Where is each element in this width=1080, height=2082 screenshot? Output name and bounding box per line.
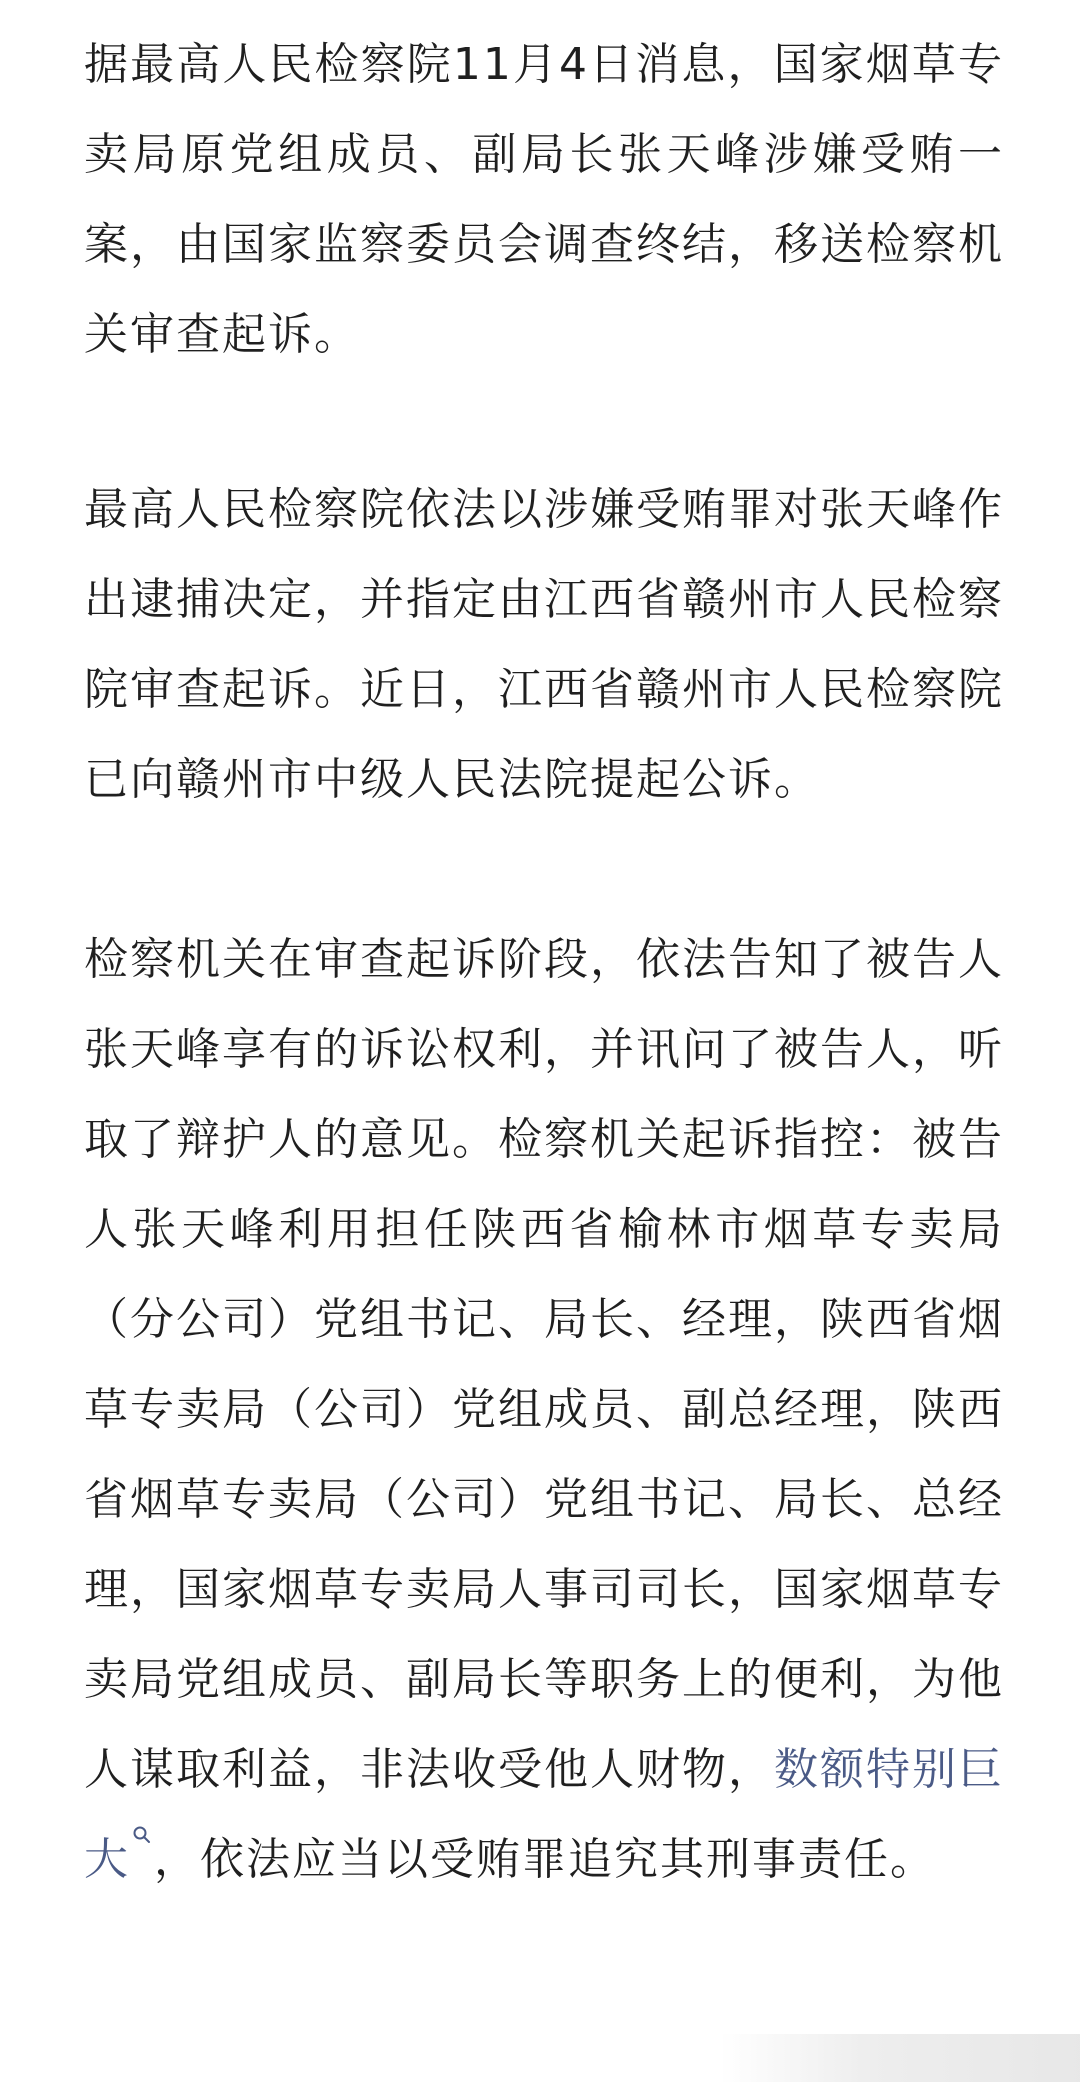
article-body [84, 20, 1004, 1905]
search-link-label[interactable]: 数额特别巨大 [84, 1744, 1004, 1885]
watermark-overlay [720, 2034, 1080, 2082]
paragraph-3 [84, 915, 1004, 1905]
paragraph-3-text-after: ，依法应当以受贿罪追究其刑事责任。 [154, 1834, 936, 1885]
paragraph-1: 据最高人民检察院11月4日消息，国家烟草专卖局原党组成员、副局长张天峰涉嫌受贿一案，由国家监察委员会调查终结，移送检察机关审查起诉。 [84, 39, 1004, 360]
search-icon[interactable] [132, 1815, 154, 1845]
paragraph-3-text-before: 检察机关在审查起诉阶段，依法告知了被告人张天峰享有的诉讼权利，并讯问了被告人，听取了辩护人的意见。检察机关起诉指控：被告人张天峰利用担任陕西省榆林市烟草专卖局（分公司）党组书记、局长、经理，陕西省烟草专卖局（公司）党组成员、副总经理，陕西省烟草专卖局（公司）党组书记、局长、总经理，国家烟草专卖局人事司司长，国家烟草专卖局党组成员、副局长等职务上的便利，为他人谋取利益，非法收受他人财物， [84, 934, 1004, 1795]
paragraph-2: 最高人民检察院依法以涉嫌受贿罪对张天峰作出逮捕决定，并指定由江西省赣州市人民检察院审查起诉。近日，江西省赣州市人民检察院已向赣州市中级人民法院提起公诉。 [84, 484, 1004, 805]
